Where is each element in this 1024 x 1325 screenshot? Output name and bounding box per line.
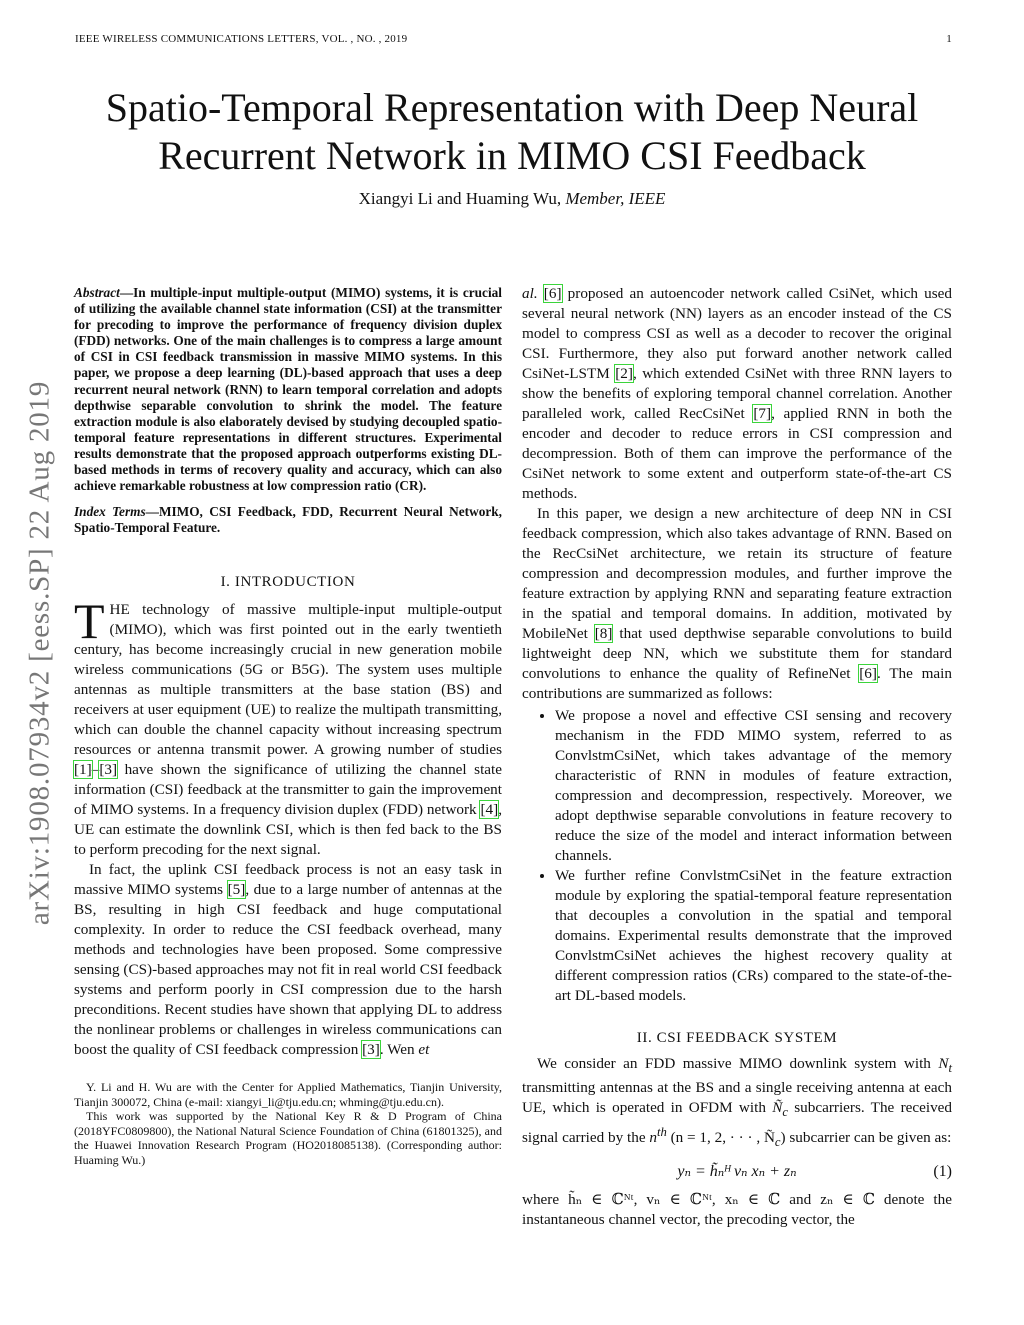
section-heading-csi-feedback: II. CSI FEEDBACK SYSTEM — [636, 1030, 838, 1046]
contributions-list — [522, 706, 952, 1006]
citation-link[interactable]: [1] — [74, 761, 92, 779]
arxiv-stamp-text: arXiv:1908.07934v2 [eess.SP] 22 Aug 2019 — [23, 380, 56, 925]
title-line-2: Recurrent Network in MIMO CSI Feedback — [158, 133, 866, 178]
footnote-funding: This work was supported by the National Key R & D Program of China (2018YFC0809800), the National Natural Science Foundation of China (61801325), and the Huawei Innovation Research Program (HO2018085138). (Corresponding author: Huaming Wu.) — [74, 1109, 502, 1167]
left-column — [74, 285, 502, 1167]
paper-title — [0, 84, 1024, 180]
abstract-label: Abstract — [74, 285, 120, 300]
citation-link[interactable]: [4] — [480, 801, 499, 819]
index-terms — [74, 504, 502, 536]
author-names: Xiangyi Li and Huaming Wu, — [358, 189, 562, 208]
abstract — [74, 285, 502, 494]
equation-number: (1) — [933, 1163, 952, 1181]
drop-cap: T — [74, 593, 105, 650]
contribution-item: • We further refine ConvlstmCsiNet in the feature extraction module by exploring the spatial-temporal feature representation that decouples a convolution in the spatial and temporal domains. Experimental results demonstrate that the improved ConvlstmCsiNet achieves the highest recovery quality at different compression ratios (CRs) compared to the state-of-the-art DL-based models. — [555, 866, 952, 1006]
footnote-affiliation: Y. Li and H. Wu are with the Center for Applied Mathematics, Tianjin University, Tianjin 300072, China (e-mail: xiangyi_li@tju.edu.cn; whming@tju.edu.cn). — [74, 1080, 502, 1109]
abstract-text: —In multiple-input multiple-output (MIMO) systems, it is crucial of utilizing the available channel state information (CSI) at the transmitter for precoding to improve the performance of frequency division duplex (FDD) networks. One of the main challenges is to compress a large amount of CSI in CSI feedback transmission in massive MIMO systems. In this paper, we propose a deep learning (DL)-based approach that uses a deep recurrent neural network (RNN) to learn temporal correlation and adopts depthwise separable convolution to shrink the model. The feature extraction module is also elaborately devised by studying decoupled spatio-temporal feature representations in different structures. Experimental results demonstrate that the proposed approach outperforms existing DL-based methods in terms of recovery quality and accuracy, which can also achieve remarkable robustness at low compression ratio (CR). — [74, 285, 502, 494]
author-line — [0, 189, 1024, 209]
citation-link[interactable]: [3] — [99, 761, 118, 779]
citation-link[interactable]: [2] — [615, 365, 633, 382]
citation-link[interactable]: [6] — [543, 285, 562, 302]
journal-name: IEEE WIRELESS COMMUNICATIONS LETTERS, VOL. , NO. , 2019 — [75, 33, 408, 45]
intro-paragraph-1: THE technology of massive multiple-input multiple-output (MIMO), which was first pointed out in the early twentieth century, has become increasingly crucial in new generation mobile wireless communications (5G or B5G). The system uses multiple antennas as multiple transmitters at the base station (BS) and receivers at user equipment (UE) to realize the multipath transmitting, which can double the channel capacity without increasing spectrum resources or antenna transmit power. A growing number of studies [1]–[3] have shown the significance of utilizing the channel state information (CSI) feedback at the transmitter to gain the improvement of MIMO systems. In a frequency division duplex (FDD) network [4], UE can estimate the downlink CSI, which is then fed back to the BS to perform precoding for the next signal. — [74, 593, 502, 859]
intro-paragraph-3: al. [6] proposed an autoencoder network called CsiNet, which used several neural network (NN) layers as an encoder instead of the CS model to compress CSI as well as a decoder to recover the original CSI. Furthermore, they also put forward another network called CsiNet-LSTM [2], which extended CsiNet with three RNN layers to show the benefits of exploring temporal channel correlation. Another paralleled work, called RecCsiNet [7], applied RNN in both the encoder and decoder to reduce errors in CSI compression and decompression. Both of them can improve the performance of the CsiNet network to some extent and outperform state-of-the-art CS methods. — [522, 285, 953, 502]
author-role: Member, IEEE — [565, 189, 666, 208]
contribution-item: • We propose a novel and effective CSI sensing and recovery mechanism in the FDD MIMO system, referred to as ConvlstmCsiNet, which takes advantage of the memory characteristic of RNN in modules of feature extraction, compression and decompression, respectively. Moreover, we adopt depthwise separable convolutions in feature recovery to reduce the size of the model and interact information between channels. — [555, 706, 952, 866]
citation-link[interactable]: [3] — [362, 1041, 380, 1059]
section-heading-introduction: I. INTRODUCTION — [220, 574, 356, 591]
citation-link[interactable]: [7] — [753, 405, 772, 422]
title-line-1: Spatio-Temporal Representation with Deep Neural — [105, 85, 919, 130]
system-paragraph-1: We consider an FDD massive MIMO downlink system with $N_t$ transmitting antennas at the BS and a single receiving antenna at each UE, which is operated in OFDM with $Ñ_c$ subcarriers. The received signal carried by the $n^{th}$ (n = 1, 2, · · · , $Ñ_c$) subcarrier can be given as: — [522, 1055, 952, 1150]
index-terms-label: Index Terms — [74, 504, 146, 520]
citation-link[interactable]: [5] — [227, 881, 246, 899]
equation-1 — [522, 1162, 952, 1182]
page-number: 1 — [946, 33, 952, 45]
footnotes — [74, 1080, 502, 1167]
citation-link[interactable]: [8] — [594, 625, 613, 642]
index-terms-text: —MIMO, CSI Feedback, FDD, Recurrent Neural Network, Spatio-Temporal Feature. — [74, 504, 502, 536]
arxiv-stamp — [12, 345, 68, 960]
running-header — [75, 33, 952, 45]
citation-link[interactable]: [6] — [859, 665, 877, 682]
equation-body: yₙ = h̃ₙᴴ vₙ xₙ + zₙ — [677, 1163, 797, 1181]
right-column — [522, 284, 952, 1230]
intro-paragraph-2: In fact, the uplink CSI feedback process is not an easy task in massive MIMO systems [5], due to a large number of antennas at the BS, resulting in high CSI feedback and huge computational complexity. In order to reduce the CSI feedback overhead, many methods and technologies have been proposed. Some compressive sensing (CS)-based approaches may not fit in real world CSI feedback systems and perform poorly in CSI compression due to the harsh preconditions. Recent studies have shown that applying DL to address the nonlinear problems or challenges in wireless communications can boost the quality of CSI feedback compression [3]. Wen et — [74, 861, 502, 1059]
system-paragraph-2: where h̃ₙ ∈ ℂᴺᵗ, vₙ ∈ ℂᴺᵗ, xₙ ∈ ℂ and zₙ ∈ ℂ denote the instantaneous channel vector, the precoding vector, the — [522, 1191, 952, 1229]
intro-paragraph-4: In this paper, we design a new architecture of deep NN in CSI feedback compression, which also takes advantage of RNN. Based on the RecCsiNet architecture, we retain its structure of feature compression and decompression modules, and further improve the feature extraction by applying RNN and separating feature extraction in the spatial and temporal domains. In addition, motivated by MobileNet [8] that used depthwise separable convolutions to build lightweight deep NN, which we substitute them for standard convolutions to enhance the quality of RefineNet [6]. The main contributions are summarized as follows: — [522, 505, 952, 702]
